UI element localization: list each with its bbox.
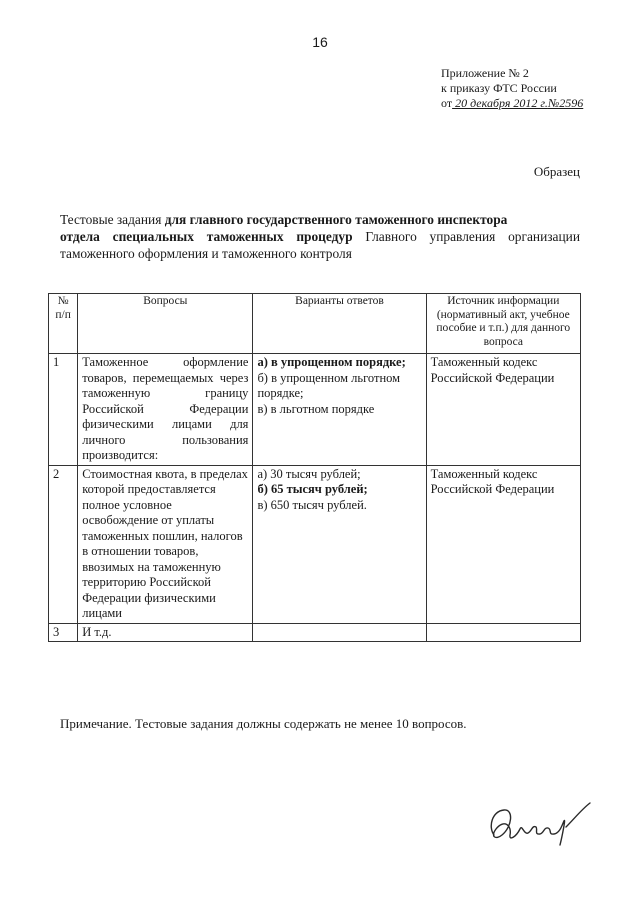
row-1-answers <box>253 354 426 466</box>
row-2-question: Стоимостная квота, в пределах которой предоставляется полное условное освобождение от уплаты таможенных пошлин, налогов в отношении товаров, ввозимых на таможенную территорию Российской Федерации физическими лицами <box>78 465 253 623</box>
row-2-option-a: а) 30 тысяч рублей; <box>257 466 361 481</box>
appendix-line-3 <box>441 96 583 111</box>
row-2-source: Таможенный кодекс Российской Федерации <box>426 465 580 623</box>
test-questions-table <box>48 293 581 642</box>
header-answers: Варианты ответов <box>253 294 426 354</box>
document-title <box>60 211 580 262</box>
appendix-line-2: к приказу ФТС России <box>441 81 557 95</box>
appendix-line-1: Приложение № 2 <box>441 66 529 80</box>
table-row <box>49 465 581 623</box>
title-line-2 <box>60 228 580 245</box>
header-questions: Вопросы <box>78 294 253 354</box>
signature-icon <box>482 797 602 853</box>
title-line-1-part-1: Тестовые задания <box>60 212 165 227</box>
row-3-question: И т.д. <box>78 623 253 642</box>
title-line-1 <box>60 211 580 228</box>
header-source: Источник информации (нормативный акт, учебное пособие и т.п.) для данного вопроса <box>426 294 580 354</box>
row-3-answers <box>253 623 426 642</box>
row-3-num: 3 <box>49 623 78 642</box>
row-2-option-b: б) 65 тысяч рублей; <box>257 482 368 496</box>
row-2-num: 2 <box>49 465 78 623</box>
page-number: 16 <box>312 34 328 50</box>
row-1-source: Таможенный кодекс Российской Федерации <box>426 354 580 466</box>
table-row <box>49 354 581 466</box>
table-row <box>49 623 581 642</box>
note: Примечание. Тестовые задания должны содержать не менее 10 вопросов. <box>60 716 467 731</box>
appendix-block <box>441 66 583 111</box>
row-1-option-c: в) в льготном порядке <box>257 401 375 416</box>
title-line-3: таможенного оформления и таможенного контроля <box>60 246 352 261</box>
row-2-option-c: в) 650 тысяч рублей. <box>257 497 367 512</box>
sample-label: Образец <box>533 164 580 179</box>
row-1-option-a: а) в упрощенном порядке; <box>257 355 406 369</box>
row-1-question: Таможенное оформление товаров, перемещаемых через таможенную границу Российской Федерации физическими лицами для личного пользования производится: <box>78 354 253 466</box>
title-line-2-part-1: отдела специальных таможенных процедур <box>60 229 353 244</box>
appendix-order-number: №2596 <box>547 96 584 110</box>
title-line-2-part-2: Главного управления организации <box>352 229 580 244</box>
row-2-answers <box>253 465 426 623</box>
appendix-from-label: от <box>441 96 453 110</box>
appendix-date: 20 декабря 2012 г. <box>452 96 548 110</box>
row-1-option-b: б) в упрощенном льготном порядке; <box>257 370 401 400</box>
title-line-1-part-2: для главного государственного таможенного инспектора <box>164 212 508 227</box>
table-header-row <box>49 294 581 354</box>
header-num: № п/п <box>49 294 78 354</box>
row-1-num: 1 <box>49 354 78 466</box>
row-3-source <box>426 623 580 642</box>
